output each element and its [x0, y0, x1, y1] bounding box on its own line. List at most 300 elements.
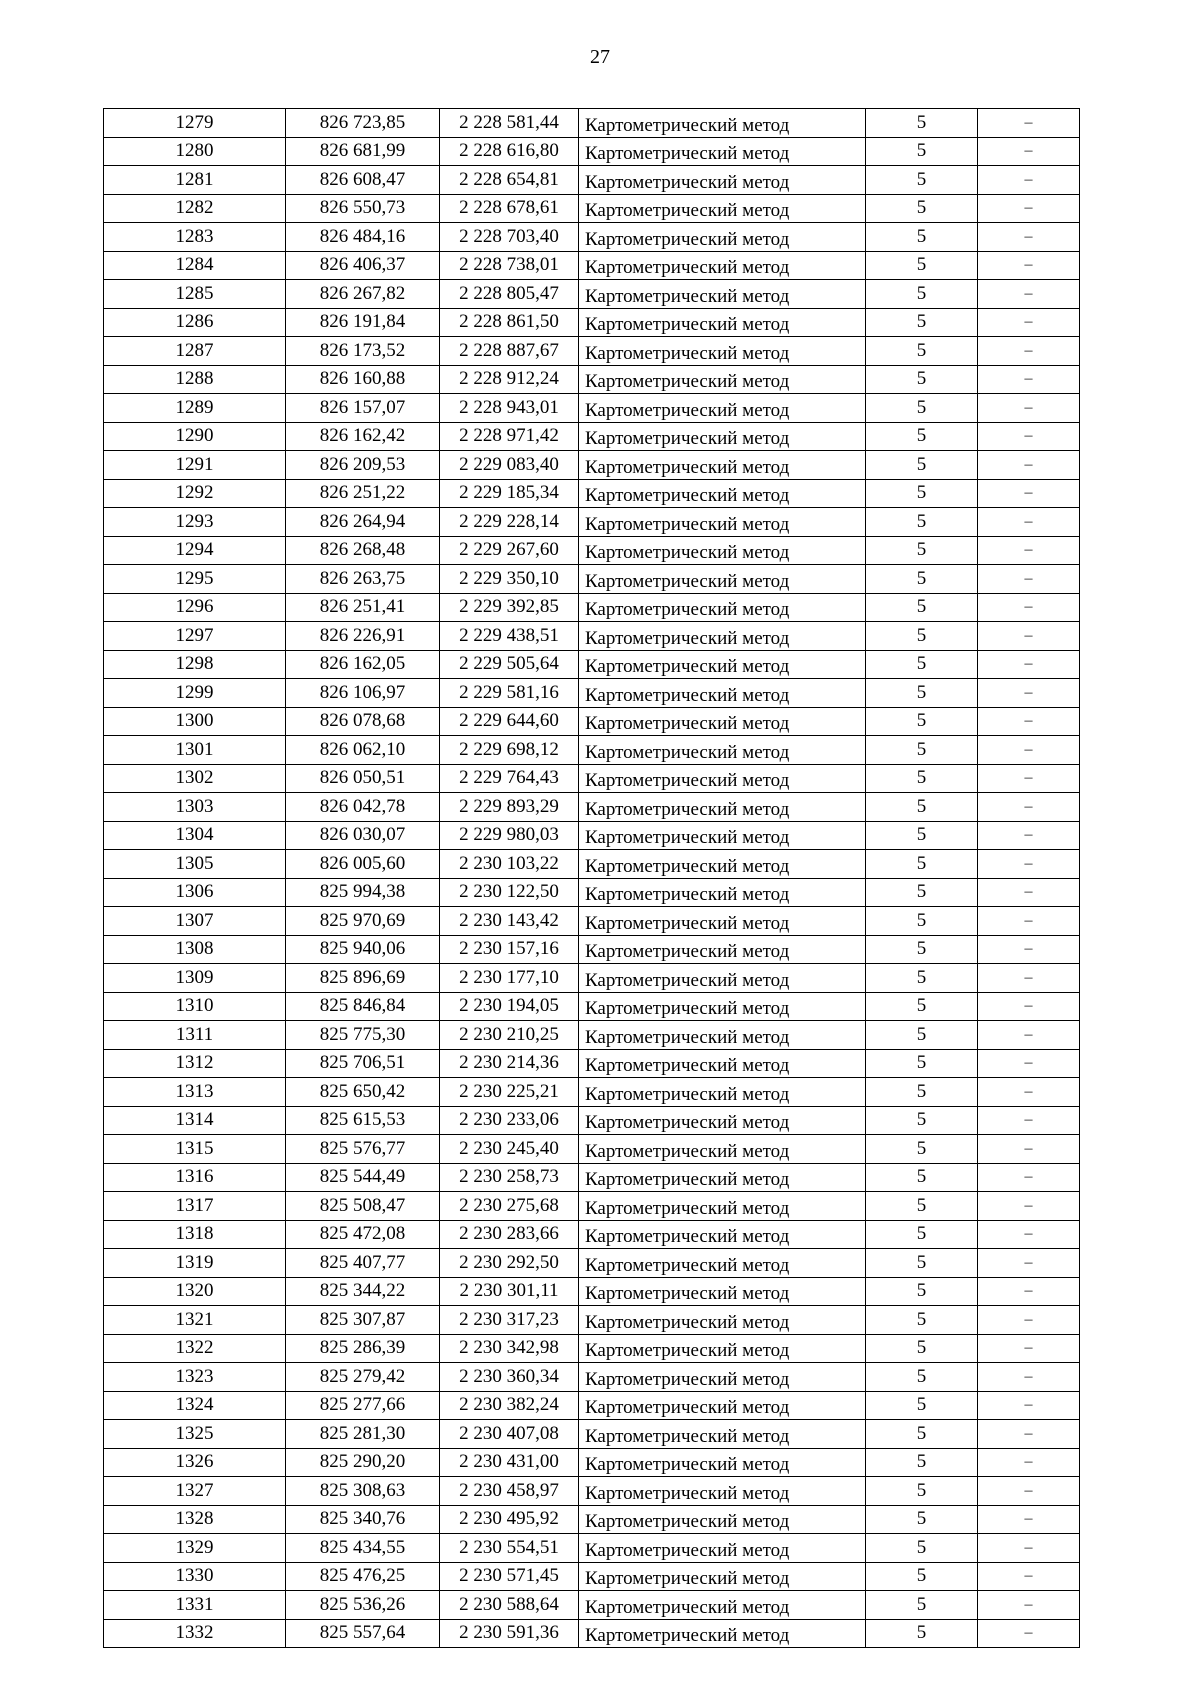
method-cell: Картометрический метод — [579, 736, 866, 765]
point-number-cell: 1313 — [104, 1078, 286, 1107]
note-cell: – — [978, 707, 1080, 736]
table-row — [104, 1477, 1080, 1506]
accuracy-cell: 5 — [866, 793, 978, 822]
method-cell: Картометрический метод — [579, 166, 866, 195]
method-cell: Картометрический метод — [579, 821, 866, 850]
y-coordinate-cell: 2 228 943,01 — [440, 394, 579, 423]
x-coordinate-cell: 826 681,99 — [286, 137, 440, 166]
x-coordinate-cell: 825 970,69 — [286, 907, 440, 936]
point-number-cell: 1327 — [104, 1477, 286, 1506]
accuracy-cell: 5 — [866, 1477, 978, 1506]
table-row — [104, 1049, 1080, 1078]
note-cell: – — [978, 679, 1080, 708]
table-row — [104, 479, 1080, 508]
method-cell: Картометрический метод — [579, 707, 866, 736]
table-row — [104, 223, 1080, 252]
table-row — [104, 821, 1080, 850]
y-coordinate-cell: 2 230 301,11 — [440, 1277, 579, 1306]
y-coordinate-cell: 2 230 194,05 — [440, 992, 579, 1021]
x-coordinate-cell: 825 407,77 — [286, 1249, 440, 1278]
point-number-cell: 1279 — [104, 109, 286, 138]
y-coordinate-cell: 2 230 360,34 — [440, 1363, 579, 1392]
table-row — [104, 1021, 1080, 1050]
x-coordinate-cell: 826 160,88 — [286, 365, 440, 394]
x-coordinate-cell: 826 723,85 — [286, 109, 440, 138]
note-cell: – — [978, 536, 1080, 565]
table-row — [104, 1505, 1080, 1534]
accuracy-cell: 5 — [866, 679, 978, 708]
point-number-cell: 1319 — [104, 1249, 286, 1278]
note-cell: – — [978, 1192, 1080, 1221]
accuracy-cell: 5 — [866, 992, 978, 1021]
y-coordinate-cell: 2 229 698,12 — [440, 736, 579, 765]
y-coordinate-cell: 2 230 458,97 — [440, 1477, 579, 1506]
x-coordinate-cell: 825 706,51 — [286, 1049, 440, 1078]
accuracy-cell: 5 — [866, 736, 978, 765]
table-row — [104, 1277, 1080, 1306]
method-cell: Картометрический метод — [579, 793, 866, 822]
accuracy-cell: 5 — [866, 1135, 978, 1164]
method-cell: Картометрический метод — [579, 508, 866, 537]
accuracy-cell: 5 — [866, 1448, 978, 1477]
table-row — [104, 251, 1080, 280]
accuracy-cell: 5 — [866, 508, 978, 537]
x-coordinate-cell: 826 162,05 — [286, 650, 440, 679]
point-number-cell: 1330 — [104, 1562, 286, 1591]
x-coordinate-cell: 826 106,97 — [286, 679, 440, 708]
point-number-cell: 1293 — [104, 508, 286, 537]
note-cell: – — [978, 194, 1080, 223]
y-coordinate-cell: 2 230 588,64 — [440, 1591, 579, 1620]
note-cell: – — [978, 1249, 1080, 1278]
y-coordinate-cell: 2 229 505,64 — [440, 650, 579, 679]
y-coordinate-cell: 2 228 678,61 — [440, 194, 579, 223]
point-number-cell: 1323 — [104, 1363, 286, 1392]
table-row — [104, 707, 1080, 736]
table-row — [104, 679, 1080, 708]
point-number-cell: 1303 — [104, 793, 286, 822]
accuracy-cell: 5 — [866, 1334, 978, 1363]
page-number: 27 — [590, 46, 610, 68]
x-coordinate-cell: 825 557,64 — [286, 1619, 440, 1648]
y-coordinate-cell: 2 229 980,03 — [440, 821, 579, 850]
method-cell: Картометрический метод — [579, 1192, 866, 1221]
table-row — [104, 1562, 1080, 1591]
y-coordinate-cell: 2 230 591,36 — [440, 1619, 579, 1648]
method-cell: Картометрический метод — [579, 1363, 866, 1392]
note-cell: – — [978, 365, 1080, 394]
y-coordinate-cell: 2 230 103,22 — [440, 850, 579, 879]
x-coordinate-cell: 825 472,08 — [286, 1220, 440, 1249]
method-cell: Картометрический метод — [579, 109, 866, 138]
point-number-cell: 1284 — [104, 251, 286, 280]
y-coordinate-cell: 2 228 616,80 — [440, 137, 579, 166]
point-number-cell: 1310 — [104, 992, 286, 1021]
method-cell: Картометрический метод — [579, 1078, 866, 1107]
accuracy-cell: 5 — [866, 1420, 978, 1449]
note-cell: – — [978, 166, 1080, 195]
y-coordinate-cell: 2 230 210,25 — [440, 1021, 579, 1050]
table-row — [104, 337, 1080, 366]
x-coordinate-cell: 826 173,52 — [286, 337, 440, 366]
y-coordinate-cell: 2 230 431,00 — [440, 1448, 579, 1477]
x-coordinate-cell: 825 290,20 — [286, 1448, 440, 1477]
accuracy-cell: 5 — [866, 280, 978, 309]
x-coordinate-cell: 826 157,07 — [286, 394, 440, 423]
accuracy-cell: 5 — [866, 821, 978, 850]
table-row — [104, 992, 1080, 1021]
x-coordinate-cell: 826 209,53 — [286, 451, 440, 480]
method-cell: Картометрический метод — [579, 194, 866, 223]
x-coordinate-cell: 826 251,41 — [286, 593, 440, 622]
x-coordinate-cell: 826 078,68 — [286, 707, 440, 736]
method-cell: Картометрический метод — [579, 1619, 866, 1648]
point-number-cell: 1325 — [104, 1420, 286, 1449]
note-cell: – — [978, 593, 1080, 622]
note-cell: – — [978, 964, 1080, 993]
table-row — [104, 1220, 1080, 1249]
point-number-cell: 1328 — [104, 1505, 286, 1534]
y-coordinate-cell: 2 230 122,50 — [440, 878, 579, 907]
point-number-cell: 1296 — [104, 593, 286, 622]
method-cell: Картометрический метод — [579, 1135, 866, 1164]
method-cell: Картометрический метод — [579, 451, 866, 480]
accuracy-cell: 5 — [866, 166, 978, 195]
point-number-cell: 1332 — [104, 1619, 286, 1648]
x-coordinate-cell: 825 775,30 — [286, 1021, 440, 1050]
table-row — [104, 1420, 1080, 1449]
table-row — [104, 1391, 1080, 1420]
note-cell: – — [978, 1591, 1080, 1620]
point-number-cell: 1308 — [104, 935, 286, 964]
accuracy-cell: 5 — [866, 1049, 978, 1078]
x-coordinate-cell: 825 994,38 — [286, 878, 440, 907]
x-coordinate-cell: 826 050,51 — [286, 764, 440, 793]
x-coordinate-cell: 825 286,39 — [286, 1334, 440, 1363]
point-number-cell: 1291 — [104, 451, 286, 480]
y-coordinate-cell: 2 230 157,16 — [440, 935, 579, 964]
table-row — [104, 622, 1080, 651]
x-coordinate-cell: 825 344,22 — [286, 1277, 440, 1306]
point-number-cell: 1324 — [104, 1391, 286, 1420]
table-body — [104, 109, 1080, 1648]
note-cell: – — [978, 1106, 1080, 1135]
method-cell: Картометрический метод — [579, 1562, 866, 1591]
table-row — [104, 1448, 1080, 1477]
accuracy-cell: 5 — [866, 964, 978, 993]
accuracy-cell: 5 — [866, 194, 978, 223]
accuracy-cell: 5 — [866, 1591, 978, 1620]
table-row — [104, 1619, 1080, 1648]
point-number-cell: 1286 — [104, 308, 286, 337]
x-coordinate-cell: 825 508,47 — [286, 1192, 440, 1221]
y-coordinate-cell: 2 230 245,40 — [440, 1135, 579, 1164]
table-row — [104, 736, 1080, 765]
note-cell: – — [978, 1078, 1080, 1107]
note-cell: – — [978, 1619, 1080, 1648]
method-cell: Картометрический метод — [579, 1306, 866, 1335]
note-cell: – — [978, 1477, 1080, 1506]
note-cell: – — [978, 508, 1080, 537]
accuracy-cell: 5 — [866, 251, 978, 280]
note-cell: – — [978, 109, 1080, 138]
method-cell: Картометрический метод — [579, 992, 866, 1021]
table-row — [104, 1106, 1080, 1135]
x-coordinate-cell: 826 005,60 — [286, 850, 440, 879]
table-row — [104, 593, 1080, 622]
method-cell: Картометрический метод — [579, 137, 866, 166]
point-number-cell: 1311 — [104, 1021, 286, 1050]
note-cell: – — [978, 1505, 1080, 1534]
y-coordinate-cell: 2 230 258,73 — [440, 1163, 579, 1192]
point-number-cell: 1309 — [104, 964, 286, 993]
y-coordinate-cell: 2 230 283,66 — [440, 1220, 579, 1249]
note-cell: – — [978, 736, 1080, 765]
method-cell: Картометрический метод — [579, 679, 866, 708]
method-cell: Картометрический метод — [579, 308, 866, 337]
x-coordinate-cell: 825 576,77 — [286, 1135, 440, 1164]
method-cell: Картометрический метод — [579, 223, 866, 252]
accuracy-cell: 5 — [866, 337, 978, 366]
x-coordinate-cell: 825 536,26 — [286, 1591, 440, 1620]
accuracy-cell: 5 — [866, 1220, 978, 1249]
accuracy-cell: 5 — [866, 1391, 978, 1420]
y-coordinate-cell: 2 228 654,81 — [440, 166, 579, 195]
note-cell: – — [978, 422, 1080, 451]
method-cell: Картометрический метод — [579, 337, 866, 366]
note-cell: – — [978, 1363, 1080, 1392]
method-cell: Картометрический метод — [579, 1106, 866, 1135]
point-number-cell: 1326 — [104, 1448, 286, 1477]
accuracy-cell: 5 — [866, 479, 978, 508]
y-coordinate-cell: 2 228 703,40 — [440, 223, 579, 252]
point-number-cell: 1289 — [104, 394, 286, 423]
table-row — [104, 1163, 1080, 1192]
point-number-cell: 1318 — [104, 1220, 286, 1249]
note-cell: – — [978, 1021, 1080, 1050]
point-number-cell: 1305 — [104, 850, 286, 879]
x-coordinate-cell: 826 191,84 — [286, 308, 440, 337]
note-cell: – — [978, 1334, 1080, 1363]
method-cell: Картометрический метод — [579, 1249, 866, 1278]
accuracy-cell: 5 — [866, 1306, 978, 1335]
note-cell: – — [978, 1391, 1080, 1420]
accuracy-cell: 5 — [866, 1163, 978, 1192]
table-row — [104, 508, 1080, 537]
point-number-cell: 1288 — [104, 365, 286, 394]
method-cell: Картометрический метод — [579, 1505, 866, 1534]
accuracy-cell: 5 — [866, 223, 978, 252]
table-row — [104, 565, 1080, 594]
y-coordinate-cell: 2 230 292,50 — [440, 1249, 579, 1278]
table-row — [104, 907, 1080, 936]
note-cell: – — [978, 992, 1080, 1021]
x-coordinate-cell: 825 476,25 — [286, 1562, 440, 1591]
note-cell: – — [978, 1534, 1080, 1563]
accuracy-cell: 5 — [866, 707, 978, 736]
point-number-cell: 1292 — [104, 479, 286, 508]
x-coordinate-cell: 826 226,91 — [286, 622, 440, 651]
table-row — [104, 137, 1080, 166]
y-coordinate-cell: 2 229 764,43 — [440, 764, 579, 793]
y-coordinate-cell: 2 229 350,10 — [440, 565, 579, 594]
table-row — [104, 1534, 1080, 1563]
note-cell: – — [978, 1135, 1080, 1164]
x-coordinate-cell: 825 308,63 — [286, 1477, 440, 1506]
point-number-cell: 1300 — [104, 707, 286, 736]
table-row — [104, 308, 1080, 337]
y-coordinate-cell: 2 229 644,60 — [440, 707, 579, 736]
y-coordinate-cell: 2 230 342,98 — [440, 1334, 579, 1363]
method-cell: Картометрический метод — [579, 1021, 866, 1050]
note-cell: – — [978, 337, 1080, 366]
method-cell: Картометрический метод — [579, 935, 866, 964]
method-cell: Картометрический метод — [579, 394, 866, 423]
note-cell: – — [978, 1220, 1080, 1249]
table-row — [104, 793, 1080, 822]
accuracy-cell: 5 — [866, 394, 978, 423]
accuracy-cell: 5 — [866, 1363, 978, 1392]
note-cell: – — [978, 451, 1080, 480]
point-number-cell: 1281 — [104, 166, 286, 195]
y-coordinate-cell: 2 230 225,21 — [440, 1078, 579, 1107]
point-number-cell: 1299 — [104, 679, 286, 708]
table-row — [104, 935, 1080, 964]
note-cell: – — [978, 394, 1080, 423]
point-number-cell: 1322 — [104, 1334, 286, 1363]
x-coordinate-cell: 826 268,48 — [286, 536, 440, 565]
y-coordinate-cell: 2 230 214,36 — [440, 1049, 579, 1078]
x-coordinate-cell: 826 550,73 — [286, 194, 440, 223]
note-cell: – — [978, 565, 1080, 594]
point-number-cell: 1306 — [104, 878, 286, 907]
y-coordinate-cell: 2 229 228,14 — [440, 508, 579, 537]
method-cell: Картометрический метод — [579, 622, 866, 651]
method-cell: Картометрический метод — [579, 907, 866, 936]
accuracy-cell: 5 — [866, 1562, 978, 1591]
point-number-cell: 1298 — [104, 650, 286, 679]
method-cell: Картометрический метод — [579, 593, 866, 622]
x-coordinate-cell: 826 042,78 — [286, 793, 440, 822]
x-coordinate-cell: 826 162,42 — [286, 422, 440, 451]
y-coordinate-cell: 2 228 738,01 — [440, 251, 579, 280]
point-number-cell: 1312 — [104, 1049, 286, 1078]
method-cell: Картометрический метод — [579, 850, 866, 879]
note-cell: – — [978, 1562, 1080, 1591]
accuracy-cell: 5 — [866, 650, 978, 679]
method-cell: Картометрический метод — [579, 1049, 866, 1078]
method-cell: Картометрический метод — [579, 1391, 866, 1420]
note-cell: – — [978, 850, 1080, 879]
method-cell: Картометрический метод — [579, 251, 866, 280]
point-number-cell: 1283 — [104, 223, 286, 252]
y-coordinate-cell: 2 229 893,29 — [440, 793, 579, 822]
point-number-cell: 1294 — [104, 536, 286, 565]
table-row — [104, 878, 1080, 907]
x-coordinate-cell: 825 307,87 — [286, 1306, 440, 1335]
point-number-cell: 1331 — [104, 1591, 286, 1620]
y-coordinate-cell: 2 228 887,67 — [440, 337, 579, 366]
method-cell: Картометрический метод — [579, 1163, 866, 1192]
point-number-cell: 1307 — [104, 907, 286, 936]
point-number-cell: 1315 — [104, 1135, 286, 1164]
note-cell: – — [978, 308, 1080, 337]
table-row — [104, 280, 1080, 309]
note-cell: – — [978, 137, 1080, 166]
note-cell: – — [978, 479, 1080, 508]
method-cell: Картометрический метод — [579, 1534, 866, 1563]
note-cell: – — [978, 280, 1080, 309]
note-cell: – — [978, 1163, 1080, 1192]
note-cell: – — [978, 764, 1080, 793]
table-row — [104, 365, 1080, 394]
x-coordinate-cell: 825 940,06 — [286, 935, 440, 964]
accuracy-cell: 5 — [866, 1021, 978, 1050]
table-row — [104, 1363, 1080, 1392]
note-cell: – — [978, 935, 1080, 964]
accuracy-cell: 5 — [866, 422, 978, 451]
accuracy-cell: 5 — [866, 850, 978, 879]
x-coordinate-cell: 825 434,55 — [286, 1534, 440, 1563]
x-coordinate-cell: 826 267,82 — [286, 280, 440, 309]
accuracy-cell: 5 — [866, 451, 978, 480]
y-coordinate-cell: 2 230 382,24 — [440, 1391, 579, 1420]
point-number-cell: 1287 — [104, 337, 286, 366]
point-number-cell: 1314 — [104, 1106, 286, 1135]
table-row — [104, 194, 1080, 223]
x-coordinate-cell: 825 650,42 — [286, 1078, 440, 1107]
accuracy-cell: 5 — [866, 878, 978, 907]
x-coordinate-cell: 825 615,53 — [286, 1106, 440, 1135]
point-number-cell: 1301 — [104, 736, 286, 765]
note-cell: – — [978, 1277, 1080, 1306]
y-coordinate-cell: 2 228 912,24 — [440, 365, 579, 394]
accuracy-cell: 5 — [866, 1249, 978, 1278]
coordinates-table — [103, 108, 1080, 1648]
point-number-cell: 1329 — [104, 1534, 286, 1563]
x-coordinate-cell: 825 279,42 — [286, 1363, 440, 1392]
y-coordinate-cell: 2 230 317,23 — [440, 1306, 579, 1335]
table-row — [104, 1078, 1080, 1107]
accuracy-cell: 5 — [866, 1619, 978, 1648]
method-cell: Картометрический метод — [579, 565, 866, 594]
note-cell: – — [978, 878, 1080, 907]
point-number-cell: 1297 — [104, 622, 286, 651]
table-row — [104, 1135, 1080, 1164]
accuracy-cell: 5 — [866, 365, 978, 394]
x-coordinate-cell: 826 608,47 — [286, 166, 440, 195]
y-coordinate-cell: 2 229 581,16 — [440, 679, 579, 708]
y-coordinate-cell: 2 230 554,51 — [440, 1534, 579, 1563]
accuracy-cell: 5 — [866, 308, 978, 337]
accuracy-cell: 5 — [866, 764, 978, 793]
table-row — [104, 1249, 1080, 1278]
note-cell: – — [978, 1448, 1080, 1477]
method-cell: Картометрический метод — [579, 878, 866, 907]
y-coordinate-cell: 2 230 571,45 — [440, 1562, 579, 1591]
table-row — [104, 650, 1080, 679]
x-coordinate-cell: 825 340,76 — [286, 1505, 440, 1534]
point-number-cell: 1295 — [104, 565, 286, 594]
x-coordinate-cell: 826 251,22 — [286, 479, 440, 508]
x-coordinate-cell: 826 263,75 — [286, 565, 440, 594]
accuracy-cell: 5 — [866, 1106, 978, 1135]
note-cell: – — [978, 821, 1080, 850]
y-coordinate-cell: 2 230 495,92 — [440, 1505, 579, 1534]
method-cell: Картометрический метод — [579, 1220, 866, 1249]
table-row — [104, 422, 1080, 451]
accuracy-cell: 5 — [866, 565, 978, 594]
